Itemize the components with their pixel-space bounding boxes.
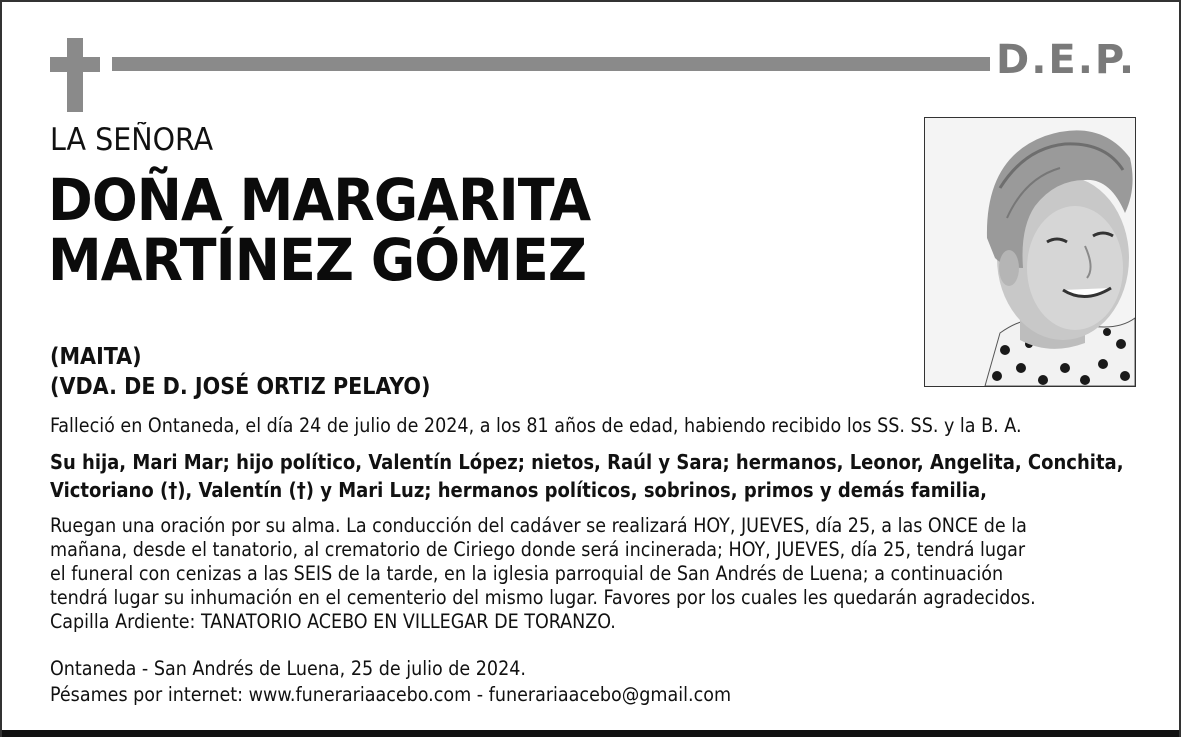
deceased-aliases — [50, 342, 430, 402]
honorific-title: LA SEÑORA — [50, 122, 214, 158]
bottom-border — [2, 730, 1179, 737]
deceased-name — [48, 166, 591, 294]
dep-badge: D.E.P. — [996, 37, 1137, 83]
place-date: Ontaneda - San Andrés de Luena, 25 de julio de 2024. — [50, 657, 526, 680]
funeral-line-1: Ruegan una oración por su alma. La conducción del cadáver se realizará HOY, JUEVES, día 25, a las ONCE de la — [50, 514, 1027, 537]
widow-of: (VDA. DE D. JOSÉ ORTIZ PELAYO) — [50, 374, 431, 400]
family-line-1: Su hija, Mari Mar; hijo político, Valentín López; nietos, Raúl y Sara; hermanos, Leonor, Angelita, Conchita, — [50, 450, 1124, 474]
funeral-line-2: mañana, desde el tanatorio, al crematorio de Ciriego donde será incinerada; HOY, JUEVES, día 25, tendrá lugar — [50, 538, 1026, 561]
family-line-2: Victoriano (†), Valentín (†) y Mari Luz; hermanos políticos, sobrinos, primos y demás familia, — [50, 478, 987, 502]
deceased-name-line-2: MARTÍNEZ GÓMEZ — [48, 226, 587, 294]
funeral-details — [50, 514, 1140, 634]
funeral-line-5: Capilla Ardiente: TANATORIO ACEBO EN VILLEGAR DE TORANZO. — [50, 610, 616, 633]
latin-cross-icon — [50, 38, 100, 112]
nickname: (MAITA) — [50, 344, 142, 370]
notice-footer — [50, 656, 1140, 708]
deceased-name-line-1: DOÑA MARGARITA — [48, 166, 591, 234]
death-announcement: Falleció en Ontaneda, el día 24 de julio de 2024, a los 81 años de edad, habiendo recibido los SS. SS. y la B. A. — [50, 414, 1022, 437]
funeral-line-4: tendrá lugar su inhumación en el cementerio del mismo lugar. Favores por los cuales les quedarán agradecidos. — [50, 586, 1036, 609]
family-list — [50, 448, 1140, 504]
header-rule — [112, 57, 990, 71]
condolences-contact: Pésames por internet: www.funerariaacebo.com - funerariaacebo@gmail.com — [50, 683, 732, 706]
portrait-photo — [924, 117, 1136, 387]
funeral-line-3: el funeral con cenizas a las SEIS de la tarde, en la iglesia parroquial de San Andrés de Luena; a continuación — [50, 562, 1004, 585]
